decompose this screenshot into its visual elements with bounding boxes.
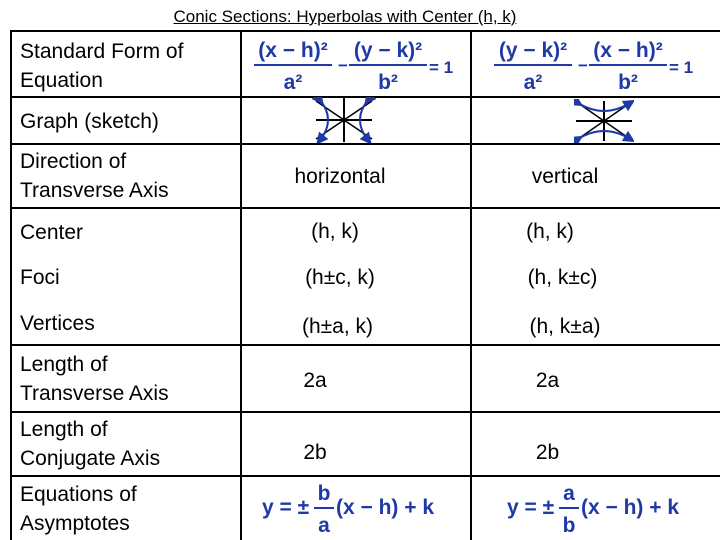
equation-vertical — [488, 33, 708, 95]
foci-horizontal: (h±c, k) — [305, 266, 375, 289]
minus-sign: − — [578, 56, 588, 75]
row-divider — [10, 475, 720, 477]
vertices-vertical: (h, k±a) — [529, 315, 601, 338]
label-line: Equations of — [20, 483, 137, 506]
vertices-horizontal: (h±a, k) — [301, 315, 374, 338]
label-graph: Graph (sketch) — [20, 110, 159, 133]
center-horizontal: (h, k) — [311, 220, 359, 243]
asymptote-rhs: (x − h) + k — [581, 496, 680, 519]
asymptote-lhs: y = ± — [507, 496, 555, 519]
asymptote-equation-vertical — [503, 478, 703, 538]
equation-numerator: (x − h)² — [593, 39, 663, 62]
label-line: Conjugate Axis — [20, 447, 161, 470]
label-line: Direction of — [20, 150, 127, 173]
equals-one: = 1 — [429, 58, 454, 77]
label-center: Center — [20, 221, 84, 244]
asymptote-rhs: (x − h) + k — [336, 496, 435, 519]
column-divider — [10, 30, 12, 540]
label-line: Equation — [20, 69, 103, 92]
equation-numerator: (x − h)² — [258, 39, 328, 62]
minus-sign: − — [338, 56, 348, 75]
equation-numerator: (y − k)² — [353, 39, 423, 62]
label-line: Transverse Axis — [20, 179, 169, 202]
row-divider — [10, 30, 720, 32]
label-line: Length of — [20, 353, 108, 376]
label-conjugate-length — [20, 415, 160, 473]
foci-vertical: (h, k±c) — [527, 266, 598, 289]
label-vertices: Vertices — [20, 312, 95, 335]
slope-numerator: a — [563, 482, 575, 505]
row-divider — [10, 207, 720, 209]
equals-one: = 1 — [669, 58, 694, 77]
horizontal-hyperbola-sketch — [312, 97, 376, 143]
equation-denominator: b² — [618, 71, 638, 94]
equation-horizontal — [248, 33, 468, 95]
asymptote-lhs: y = ± — [262, 496, 310, 519]
slope-denominator: a — [318, 514, 330, 537]
asymptote-equation-horizontal — [258, 478, 458, 538]
row-divider — [10, 344, 720, 346]
label-line: Standard Form of — [20, 40, 184, 63]
vertical-hyperbola-sketch — [574, 99, 634, 143]
equation-numerator: (y − k)² — [498, 39, 568, 62]
row-divider — [10, 143, 720, 145]
transverse-length-horizontal: 2a — [303, 369, 327, 392]
label-transverse-length — [20, 350, 169, 408]
label-line: Length of — [20, 418, 108, 441]
direction-vertical: vertical — [531, 165, 599, 188]
label-line: Asymptotes — [20, 512, 130, 535]
label-standard-form — [20, 37, 183, 95]
transverse-length-vertical: 2a — [535, 369, 560, 392]
conjugate-length-horizontal: 2b — [303, 441, 327, 464]
equation-denominator: a² — [283, 71, 303, 94]
label-direction — [20, 147, 169, 205]
slope-denominator: b — [562, 514, 576, 537]
label-asymptotes — [20, 480, 137, 538]
slope-numerator: b — [317, 482, 331, 505]
center-vertical: (h, k) — [526, 220, 574, 243]
conjugate-length-vertical: 2b — [535, 441, 560, 464]
row-divider — [10, 411, 720, 413]
direction-horizontal: horizontal — [294, 165, 386, 188]
label-foci: Foci — [20, 266, 60, 289]
equation-denominator: a² — [523, 71, 543, 94]
equation-denominator: b² — [378, 71, 398, 94]
page-title: Conic Sections: Hyperbolas with Center (h, k) — [173, 7, 517, 26]
label-line: Transverse Axis — [20, 382, 169, 405]
